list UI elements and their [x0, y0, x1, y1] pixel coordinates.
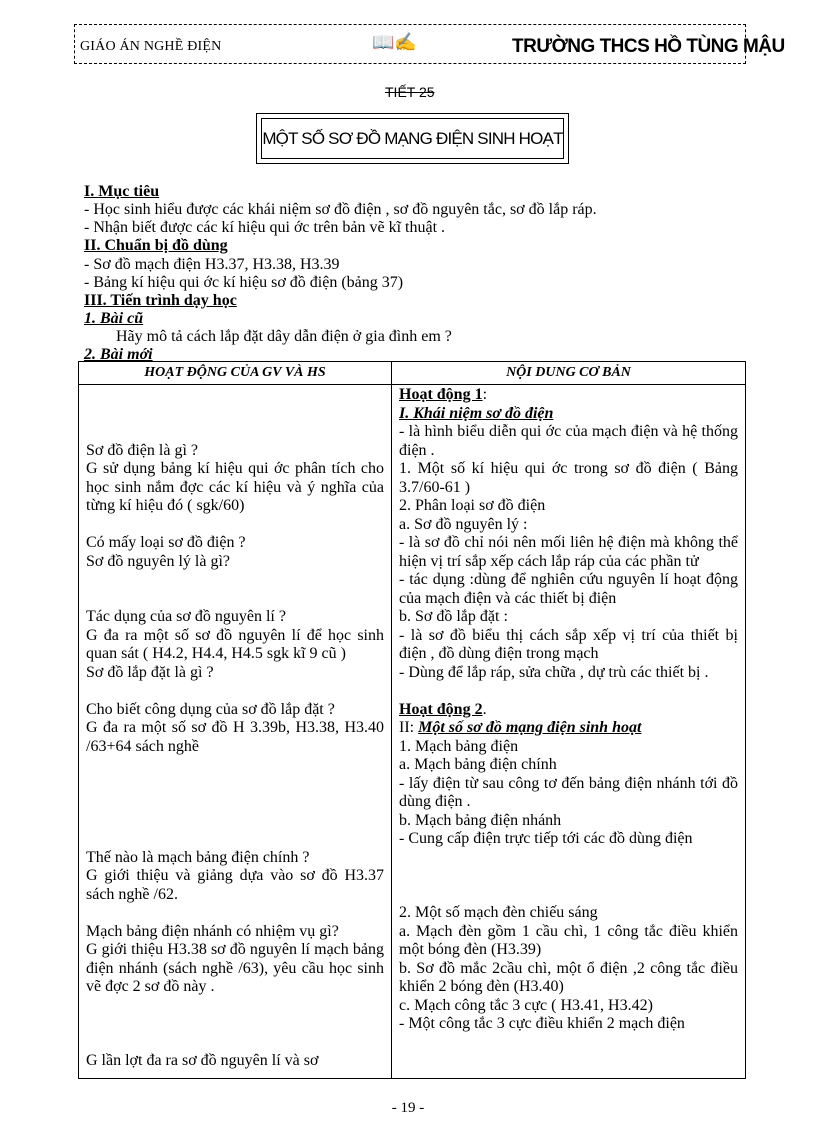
content-line: 1. Một số kí hiệu qui ớc trong sơ đồ điện ( Bảng 3.7/60-61 ) [399, 460, 738, 496]
content-line: 2. Một số mạch đèn chiếu sáng [399, 904, 598, 921]
objective-line: - Nhận biết được các kí hiệu qui ớc trên bản vẽ kĩ thuật . [84, 219, 446, 236]
content-line [80, 812, 390, 831]
content-line: G sử dụng bảng kí hiệu qui ớc phân tích cho học sinh nắm đợc các kí hiệu và ý nghĩa của từng kí hiệu đó ( sgk/60) [86, 460, 384, 514]
content-cell [393, 386, 744, 1077]
content-line: Sơ đồ điện là gì ? [86, 441, 198, 459]
content-line: - là hình biểu diễn qui ớc của mạch điện và hệ thống điện . [399, 423, 738, 459]
old-lesson-question: Hãy mô tả cách lắp đặt dây dẫn điện ở gia đình em ? [116, 328, 452, 345]
activity-2-subheading: II: Một số sơ đồ mạng điện sinh hoạt [399, 719, 642, 736]
content-line [80, 405, 390, 424]
content-line: G đa ra một số sơ đồ H 3.39b, H3.38, H3.40 /63+64 sách nghề [86, 719, 384, 755]
content-line: a. Sơ đồ nguyên lý : [399, 515, 528, 533]
content-line: Mạch bảng điện nhánh có nhiệm vụ gì? [86, 922, 339, 940]
page-number: - 19 - [391, 1100, 425, 1116]
header-subject: GIÁO ÁN NGHỀ ĐIỆN [80, 39, 222, 54]
content-line [80, 386, 390, 405]
subsection-old-lesson: 1. Bài cũ [84, 310, 144, 327]
content-line [80, 1015, 390, 1034]
header-school: TRƯỜNG THCS HỒ TÙNG MẬU [512, 36, 785, 57]
section-objectives: I. Mục tiêu [84, 183, 160, 200]
content-line [80, 997, 390, 1016]
content-line: - Cung cấp điện trực tiếp tới các đồ dùng điện [399, 830, 693, 847]
preparation-line: - Sơ đồ mạch điện H3.37, H3.38, H3.39 [84, 256, 340, 273]
content-line: 1. Mạch bảng điện [399, 737, 519, 755]
activity-2-content [393, 738, 744, 1034]
content-line [80, 793, 390, 812]
content-line [393, 886, 744, 905]
content-line [80, 904, 390, 923]
content-line: Sơ đồ lắp đặt là gì ? [86, 663, 214, 681]
activity-2-heading: Hoạt động 2. [399, 700, 487, 718]
col-header-content: NỘI DUNG CƠ BẢN [392, 362, 746, 385]
content-line [393, 867, 744, 886]
content-line: G lần lợt đa ra sơ đồ nguyên lí và sơ [86, 1052, 319, 1069]
content-line [80, 1034, 390, 1053]
content-line: - Một công tắc 3 cực điều khiển 2 mạch điện [399, 1015, 685, 1032]
content-line: - lấy điện từ sau công tơ đến bảng điện nhánh tới đồ dùng điện . [399, 774, 738, 810]
content-line: Thế nào là mạch bảng điện chính ? [86, 848, 310, 866]
subsection-new-lesson: 2. Bài mới [84, 346, 153, 363]
preparation-line: - Bảng kí hiệu qui ớc kí hiệu sơ đồ điện (bảng 37) [84, 274, 404, 291]
objective-line: - Học sinh hiểu được các khái niệm sơ đồ điện , sơ đồ nguyên tắc, sơ đồ lắp ráp. [84, 201, 597, 218]
content-line: - Dùng để lắp ráp, sửa chữa , dự trù các thiết bị . [399, 663, 709, 681]
col-header-activities: HOẠT ĐỘNG CỦA GV VÀ HS [79, 362, 392, 385]
book-pen-icon: 📖✍ [372, 32, 417, 52]
content-line: b. Sơ đồ lắp đặt : [399, 608, 508, 625]
content-line: G đa ra một số sơ đồ nguyên lí để học sinh quan sát ( H4.2, H4.4, H4.5 sgk kĩ 9 cũ ) [86, 626, 384, 662]
section-procedure: III. Tiến trình dạy học [84, 292, 237, 309]
content-line: a. Mạch bảng điện chính [399, 756, 557, 773]
activity-1-content [393, 423, 744, 682]
page-title: MỘT SỐ SƠ ĐỒ MẠNG ĐIỆN SINH HOẠT [261, 118, 564, 159]
content-line [393, 849, 744, 868]
content-line: Sơ đồ nguyên lý là gì? [86, 552, 230, 570]
content-line: 2. Phân loại sơ đồ điện [399, 497, 546, 514]
content-line [80, 516, 390, 535]
content-line: Cho biết công dụng của sơ đồ lắp đặt ? [86, 700, 335, 718]
content-line [80, 775, 390, 794]
content-line: Có mấy loại sơ đồ điện ? [86, 534, 246, 551]
content-line [80, 423, 390, 442]
content-line: G giới thiệu và giảng dựa vào sơ đồ H3.37 sách nghề /62. [86, 867, 384, 903]
content-line: a. Mạch đèn gồm 1 cầu chì, 1 công tắc điều khiển một bóng đèn (H3.39) [399, 922, 738, 958]
content-line [80, 682, 390, 701]
content-line: c. Mạch công tắc 3 cực ( H3.41, H3.42) [399, 996, 653, 1014]
content-line [80, 571, 390, 590]
content-line: b. Sơ đồ mắc 2cầu chì, một ổ điện ,2 công tắc điều khiển 2 bóng đèn (H3.40) [399, 959, 738, 995]
content-line: - là sơ đồ chỉ nói nên mối liên hệ điện mà không thể hiện vị trí sắp xếp cách lắp ráp của các phần tử [399, 534, 738, 570]
activity-1-heading: Hoạt động 1: [399, 386, 488, 403]
section-preparation: II. Chuẩn bị đồ dùng [84, 237, 228, 254]
lesson-table [78, 361, 746, 1079]
content-line [80, 830, 390, 849]
content-line: Tác dụng của sơ đồ nguyên lí ? [86, 608, 286, 625]
content-line: G giới thiệu H3.38 sơ đồ nguyên lí mạch bảng điện nhánh (sách nghề /63), yêu cầu học sinh vẽ đợc 2 sơ đồ này . [86, 941, 384, 995]
content-line: - là sơ đồ biểu thị cách sắp xếp vị trí của thiết bị điện , đồ dùng điện trong mạch [399, 626, 738, 662]
content-line: b. Mạch bảng điện nhánh [399, 811, 562, 829]
content-line [80, 590, 390, 609]
lesson-number: TIẾT 25 [385, 84, 435, 100]
content-line [80, 756, 390, 775]
activity-1-subheading: I. Khái niệm sơ đồ điện [399, 404, 554, 422]
activities-cell [80, 386, 390, 1077]
content-line: - tác dụng :dùng để nghiên cứu nguyên lí hoạt động của mạch điện và các thiết bị điện [399, 571, 738, 607]
